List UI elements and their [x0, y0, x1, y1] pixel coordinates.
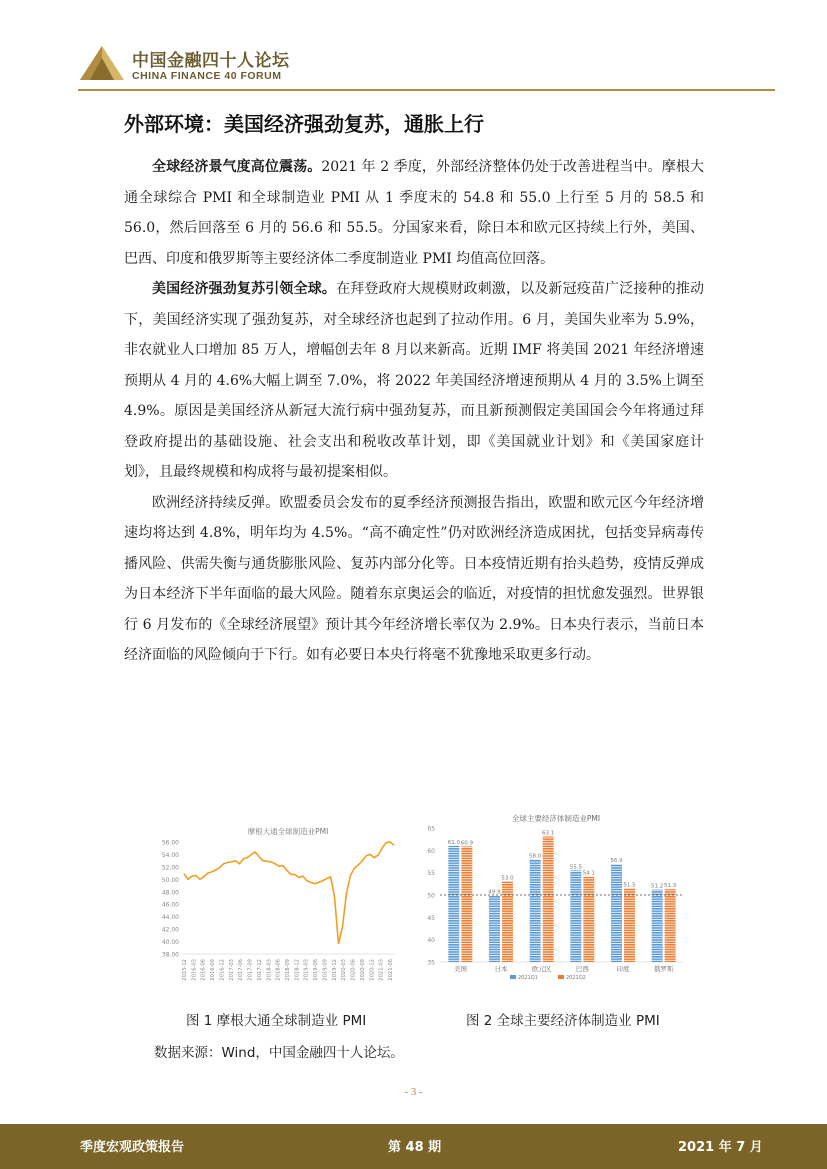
chart1-ytick-label: 54.00 — [161, 851, 179, 859]
figure-1-caption: 图 1 摩根大通全球制造业 PMI — [186, 1013, 367, 1029]
chart1-xtick-label: 2019-12 — [331, 959, 338, 981]
chart2-legend-swatch — [558, 975, 564, 979]
source-note: 数据来源：Wind，中国金融四十人论坛。 — [154, 1045, 404, 1061]
org-name-en: CHINA FINANCE 40 FORUM — [132, 70, 282, 82]
chart1-xtick-label: 2018-06 — [275, 959, 282, 981]
chart2-bar-2021Q2 — [461, 846, 472, 962]
chart2-bar-value-label: 58.0 — [529, 853, 542, 860]
chart1-xtick-label: 2016-12 — [219, 959, 226, 981]
chart2-category-label: 巴西 — [575, 965, 589, 973]
chart1-title: 摩根大通全球制造业PMI — [247, 827, 329, 836]
paragraph-1-text: 2021 年 2 季度，外部经济整体仍处于改善进程当中。摩根大通全球综合 PMI 和全球制造业 PMI 从 1 季度末的 54.8 和 55.0 上行至 5 月的 58.5 和 56.0，然后回落至 6 月的 56.6 和 55.5。分国家来看，除日本和欧元区持续上行外，美国、巴西、印度和俄罗斯等主要经济体二季度制造业 PMI 均值高位回落。 — [124, 159, 705, 267]
footer-report-name: 季度宏观政策报告 — [80, 1140, 185, 1155]
paragraph-2-lead: 美国经济强劲复苏引领全球。 — [152, 281, 337, 297]
chart2-bar-2021Q1 — [570, 870, 581, 962]
chart1-ytick-label: 56.00 — [161, 839, 179, 847]
chart1-xtick-label: 2016-03 — [191, 959, 198, 981]
chart2-bar-value-label: 61.0 — [447, 839, 460, 846]
chart2-legend-label: 2021Q2 — [566, 975, 586, 981]
chart1-xtick-label: 2018-12 — [294, 959, 301, 981]
chart1-ytick-label: 46.00 — [161, 901, 179, 909]
chart2-bar-2021Q1 — [530, 859, 541, 962]
figure-1-line-chart — [148, 822, 410, 1000]
chart2-bar-value-label: 60.9 — [460, 840, 473, 847]
chart2-bar-value-label: 63.1 — [542, 830, 555, 837]
chart1-xtick-label: 2017-12 — [256, 959, 263, 981]
chart1-ytick-label: 52.00 — [161, 864, 179, 872]
chart1-xtick-label: 2018-03 — [266, 959, 273, 981]
body-text — [124, 152, 704, 671]
section-title: 外部环境：美国经济强劲复苏，通胀上行 — [124, 112, 484, 136]
chart2-title: 全球主要经济体制造业PMI — [511, 814, 601, 823]
chart2-bar-2021Q1 — [652, 890, 663, 962]
paragraph-2 — [124, 274, 704, 488]
chart1-ytick-label: 44.00 — [161, 914, 179, 922]
chart1-xtick-label: 2017-09 — [247, 959, 254, 981]
chart2-bar-value-label: 51.5 — [623, 882, 636, 889]
chart2-bar-2021Q2 — [665, 889, 676, 962]
chart2-ytick-label: 35 — [427, 959, 435, 967]
chart1-xtick-label: 2020-03 — [341, 959, 348, 981]
paragraph-3-text: 欧洲经济持续反弹。欧盟委员会发布的夏季经济预测报告指出，欧盟和欧元区今年经济增速均将达到 4.8%，明年均为 4.5%。“高不确定性”仍对欧洲经济造成困扰，包括变异病毒传播风险、供需失衡与通货膨胀风险、复苏内部分化等。日本疫情近期有抬头趋势，疫情反弹成为日本经济下半年面临的最大风险。随着东京奥运会的临近，对疫情的担忧愈发强烈。世界银行 6 月发布的《全球经济展望》预计其今年经济增长率仅为 2.9%。日本央行表示，当前日本经济面临的风险倾向于下行。如有必要日本央行将毫不犹豫地采取更多行动。 — [124, 494, 704, 663]
chart1-ytick-label: 50.00 — [161, 876, 179, 884]
header-divider — [78, 89, 775, 91]
chart2-bar-2021Q2 — [583, 877, 594, 962]
chart2-bar-value-label: 51.2 — [651, 883, 664, 890]
chart1-ytick-label: 40.00 — [161, 939, 179, 947]
chart2-category-label: 印度 — [616, 965, 630, 973]
chart2-ytick-label: 60 — [427, 847, 435, 855]
chart2-bar-value-label: 53.0 — [501, 875, 514, 882]
chart2-bar-2021Q2 — [502, 882, 513, 962]
page-header — [0, 0, 827, 92]
chart2-bar-value-label: 49.9 — [488, 889, 501, 896]
page-number: - 3 - — [404, 1086, 423, 1098]
paragraph-1-lead: 全球经济景气度高位震荡。 — [152, 159, 322, 175]
chart2-bar-value-label: 55.5 — [569, 864, 582, 871]
chart1-xtick-label: 2019-06 — [313, 959, 320, 981]
chart1-xtick-label: 2016-06 — [200, 959, 207, 981]
figure-2-caption: 图 2 全球主要经济体制造业 PMI — [466, 1013, 660, 1029]
paragraph-2-text: 在拜登政府大规模财政刺激，以及新冠疫苗广泛接种的推动下，美国经济实现了强劲复苏，对全球经济也起到了拉动作用。6 月，美国失业率为 5.9%，非农就业人口增加 85 万人，增幅创去年 8 月以来新高。近期 IMF 将美国 2021 年经济增速预期从 4 月的 4.6%大幅上调至 7.0%，将 2022 年美国经济增速预期从 4 月的 3.5%上调至 4.9%。原因是美国经济从新冠大流行病中强劲复苏，而且新预测假定美国国会今年将通过拜登政府提出的基础设施、社会支出和税收改革计划，即《美国就业计划》和《美国家庭计划》，且最终规模和构成将与最初提案相似。 — [124, 281, 705, 480]
chart1-xtick-label: 2021-06 — [388, 959, 394, 981]
chart2-category-label: 美国 — [453, 965, 467, 973]
chart1-xtick-label: 2017-03 — [228, 959, 235, 981]
chart2-category-label: 欧元区 — [531, 965, 552, 973]
paragraph-3 — [124, 488, 704, 671]
chart2-ytick-label: 55 — [427, 870, 435, 878]
chart2-bar-2021Q2 — [543, 836, 554, 962]
chart2-ytick-label: 40 — [427, 937, 435, 945]
chart1-xtick-label: 2020-12 — [369, 959, 376, 981]
footer-issue: 第 48 期 — [388, 1140, 442, 1155]
chart2-bar-value-label: 51.3 — [664, 883, 677, 890]
chart1-xtick-label: 2017-06 — [238, 959, 245, 981]
chart2-ytick-label: 65 — [427, 825, 435, 833]
chart1-xtick-label: 2019-03 — [303, 959, 310, 981]
chart1-xtick-label: 2021-03 — [378, 959, 385, 981]
chart2-bar-2021Q1 — [611, 864, 622, 962]
chart2-category-label: 俄罗斯 — [653, 965, 674, 973]
chart2-bar-value-label: 54.1 — [582, 870, 595, 877]
chart2-legend-swatch — [510, 975, 516, 979]
org-name-cn: 中国金融四十人论坛 — [132, 51, 290, 71]
chart1-xtick-label: 2015-12 — [182, 959, 188, 981]
paragraph-1 — [124, 152, 704, 274]
chart2-category-label: 日本 — [494, 965, 508, 973]
chart2-bar-2021Q1 — [489, 895, 500, 962]
chart2-bar-value-label: 56.9 — [610, 858, 623, 865]
chart1-ytick-label: 42.00 — [161, 926, 179, 934]
chart2-bar-2021Q2 — [624, 888, 635, 962]
chart1-pmi-line — [184, 842, 394, 944]
chart1-xtick-label: 2020-06 — [350, 959, 357, 981]
chart1-xtick-label: 2019-09 — [322, 959, 329, 981]
forum-logo-icon — [78, 44, 126, 82]
chart2-legend-label: 2021Q1 — [518, 975, 538, 981]
chart1-xtick-label: 2020-09 — [359, 959, 366, 981]
page-footer — [0, 1124, 827, 1169]
chart2-bar-2021Q1 — [448, 846, 459, 962]
figure-2-bar-chart — [418, 812, 690, 990]
chart2-ytick-label: 45 — [427, 914, 435, 922]
chart1-xtick-label: 2018-09 — [285, 959, 291, 981]
chart1-ytick-label: 48.00 — [161, 889, 179, 897]
chart1-xtick-label: 2016-09 — [210, 959, 217, 981]
chart2-ytick-label: 50 — [427, 892, 435, 900]
footer-date: 2021 年 7 月 — [678, 1140, 763, 1155]
chart1-ytick-label: 38.00 — [161, 951, 179, 959]
